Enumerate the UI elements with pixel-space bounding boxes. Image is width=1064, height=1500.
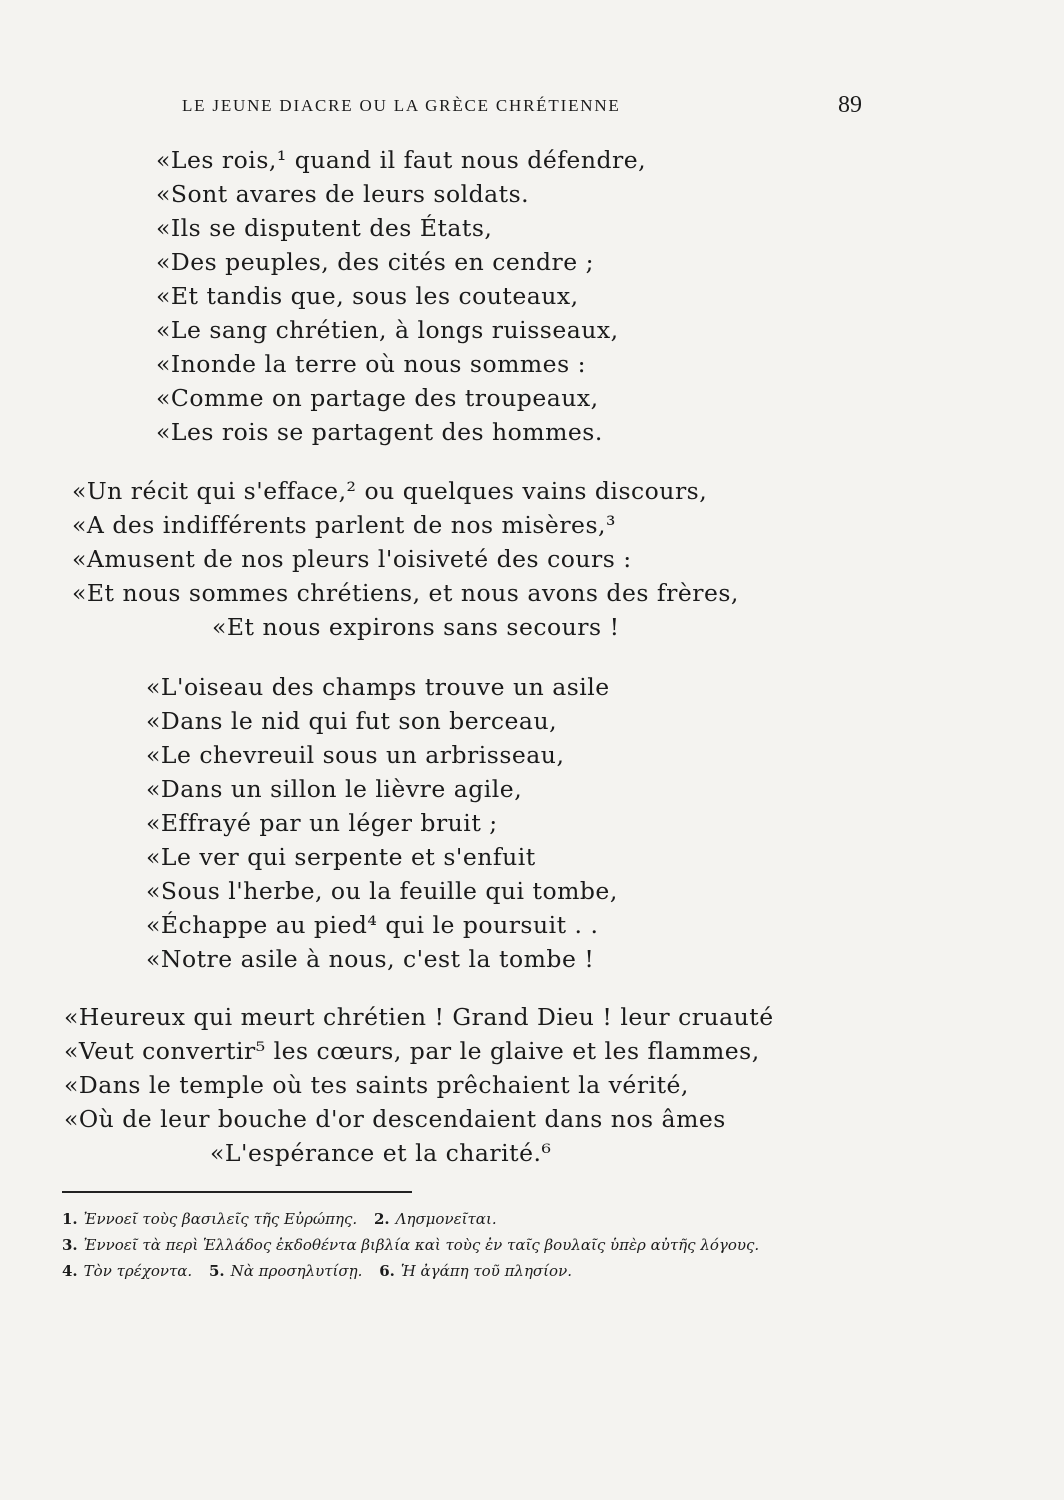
footnote-text: Ἡ ἀγάπη τοῦ πλησίον. [400,1262,572,1280]
verse-line: «Et nous sommes chrétiens, et nous avons des frères, [72,579,739,607]
footnote-divider [62,1191,412,1193]
footnote-number: 6. [379,1262,395,1280]
verse-line: «Amusent de nos pleurs l'oisiveté des cours : [72,545,632,573]
verse-line: «Le sang chrétien, à longs ruisseaux, [156,316,619,344]
verse-line: «Des peuples, des cités en cendre ; [156,248,595,276]
verse-line: «Échappe au pied⁴ qui le poursuit . . [146,911,599,939]
footnote-text: Νὰ προσηλυτίσῃ. [230,1262,363,1280]
verse-line: «Le ver qui serpente et s'enfuit [146,843,536,871]
verse-line: «Les rois,¹ quand il faut nous défendre, [156,146,647,174]
footnote-text: Λησμονεῖται. [395,1210,497,1228]
footnote-line [62,1206,497,1232]
verse-line: «Et tandis que, sous les couteaux, [156,282,579,310]
verse-line: «Dans le nid qui fut son berceau, [146,707,558,735]
verse-line: «Les rois se partagent des hommes. [156,418,603,446]
verse-line: «Heureux qui meurt chrétien ! Grand Dieu ! leur cruauté [64,1003,774,1031]
verse-line: «Un récit qui s'efface,² ou quelques vains discours, [72,477,708,505]
footnote-line [62,1232,759,1258]
footnote-number: 4. [62,1262,78,1280]
verse-line: «Notre asile à nous, c'est la tombe ! [146,945,595,973]
verse-line: «Comme on partage des troupeaux, [156,384,599,412]
footnote-number: 2. [373,1210,390,1228]
verse-line: «A des indifférents parlent de nos misères,³ [72,511,616,539]
verse-line: «Dans un sillon le lièvre agile, [146,775,523,803]
footnote-text: Ἐννοεῖ τοὺς βασιλεῖς τῆς Εὐρώπης. [83,1210,358,1228]
footnote-text: Τὸν τρέχοντα. [83,1262,193,1280]
verse-line: «Le chevreuil sous un arbrisseau, [146,741,565,769]
footnote [374,1210,497,1228]
verse-line: «Veut convertir⁵ les cœurs, par le glaive et les flammes, [64,1037,760,1065]
verse-line: «L'espérance et la charité.⁶ [210,1139,552,1167]
footnote-line [62,1258,572,1284]
page-number: 89 [838,92,862,118]
verse-line: «Ils se disputent des États, [156,214,493,242]
running-head: LE JEUNE DIACRE OU LA GRÈCE CHRÉTIENNE [182,96,621,115]
verse-line: «L'oiseau des champs trouve un asile [146,673,610,701]
verse-line: «Effrayé par un léger bruit ; [146,809,498,837]
verse-line: «Et nous expirons sans secours ! [212,613,620,641]
verse-line: «Inonde la terre où nous sommes : [156,350,587,378]
footnote-number: 1. [62,1210,78,1228]
footnote [62,1210,357,1228]
page-header [182,92,862,122]
footnote [379,1262,572,1280]
verse-line: «Où de leur bouche d'or descendaient dans nos âmes [64,1105,726,1133]
verse-line: «Sont avares de leurs soldats. [156,180,530,208]
footnote-text: Ἐννοεῖ τὰ περὶ Ἑλλάδος ἐκδοθέντα βιβλία καὶ τοὺς ἐν ταῖς βουλαῖς ὑπὲρ αὐτῆς λόγους. [83,1236,760,1254]
footnote [62,1262,192,1280]
footnote-number: 3. [62,1236,78,1254]
footnote [62,1236,759,1254]
verse-line: «Sous l'herbe, ou la feuille qui tombe, [146,877,618,905]
footnote-number: 5. [208,1262,225,1280]
footnote [209,1262,362,1280]
verse-line: «Dans le temple où tes saints prêchaient la vérité, [64,1071,689,1099]
